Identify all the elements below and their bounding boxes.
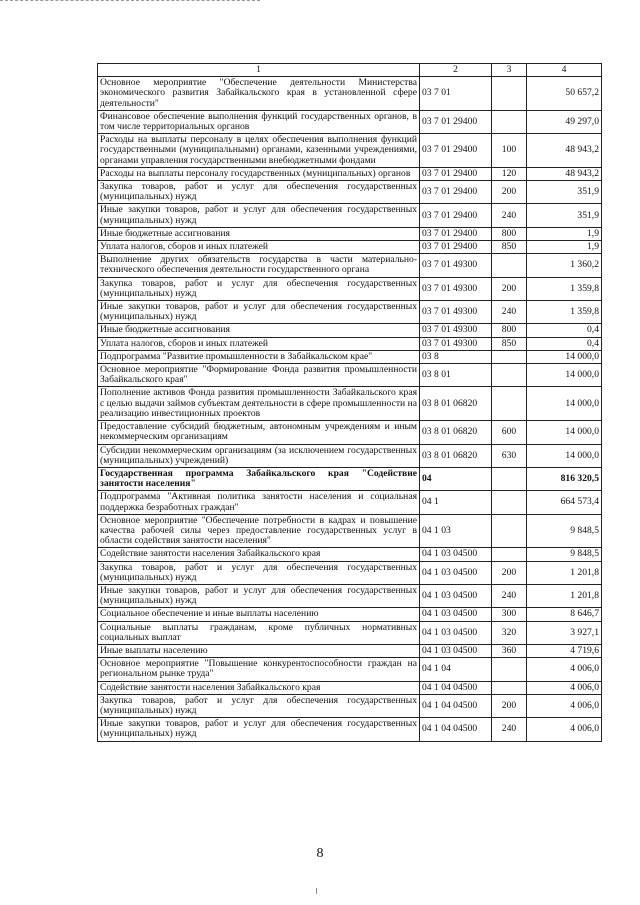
row-name-cell: Иные закупки товаров, работ и услуг для обеспечения государственных (муниципальных) нужд [98, 204, 420, 227]
row-expense-type-cell: 200 [492, 277, 527, 300]
table-row [98, 658, 602, 681]
table-row [98, 644, 602, 657]
row-code-cell: 03 7 01 29400 [420, 204, 492, 227]
row-expense-type-cell: 240 [492, 204, 527, 227]
row-amount-cell: 14 000,0 [527, 444, 602, 467]
table-row [98, 254, 602, 277]
table-row [98, 227, 602, 240]
row-expense-type-cell: 120 [492, 167, 527, 180]
row-expense-type-cell [492, 681, 527, 694]
row-name-cell: Выполнение других обязательств государства в части материально-технического обеспечения деятельности государственного органа [98, 254, 420, 277]
row-expense-type-cell [492, 467, 527, 490]
row-code-cell: 04 [420, 467, 492, 490]
table-row [98, 444, 602, 467]
table-row [98, 681, 602, 694]
table-row [98, 421, 602, 444]
row-amount-cell: 1 201,8 [527, 584, 602, 607]
scan-edge-marks [0, 0, 260, 9]
row-code-cell: 03 7 01 29400 [420, 227, 492, 240]
table-row [98, 277, 602, 300]
header-cell-name: 1 [98, 64, 420, 77]
row-code-cell: 03 7 01 49300 [420, 337, 492, 350]
table-row [98, 204, 602, 227]
row-name-cell: Предоставление субсидий бюджетным, автономным учреждениям и иным некоммерческим организациям [98, 421, 420, 444]
table-row [98, 337, 602, 350]
table-row [98, 514, 602, 548]
row-amount-cell: 4 006,0 [527, 694, 602, 717]
table-row [98, 301, 602, 324]
row-amount-cell: 351,9 [527, 204, 602, 227]
row-expense-type-cell [492, 254, 527, 277]
row-name-cell: Пополнение активов Фонда развития промышленности Забайкальского края с целью выдачи займов субъектам деятельности в сфере промышленности на реализацию инвестиционных проектов [98, 387, 420, 421]
row-expense-type-cell [492, 658, 527, 681]
row-name-cell: Социальное обеспечение и иные выплаты населению [98, 608, 420, 621]
row-name-cell: Иные выплаты населению [98, 644, 420, 657]
table-row [98, 110, 602, 133]
row-amount-cell: 1 359,8 [527, 277, 602, 300]
row-code-cell: 03 8 01 06820 [420, 421, 492, 444]
row-code-cell: 03 7 01 29400 [420, 134, 492, 168]
scan-mark [316, 888, 317, 894]
row-code-cell: 03 7 01 [420, 77, 492, 111]
row-name-cell: Содействие занятости населения Забайкальского края [98, 681, 420, 694]
row-amount-cell: 0,4 [527, 337, 602, 350]
table-row [98, 134, 602, 168]
row-expense-type-cell: 850 [492, 337, 527, 350]
row-code-cell: 04 1 03 04500 [420, 584, 492, 607]
row-name-cell: Основное мероприятие "Обеспечение потребности в кадрах и повышение качества рабочей силы через предоставление государственных услуг в области содействия занятости населения" [98, 514, 420, 548]
row-amount-cell: 48 943,2 [527, 167, 602, 180]
table-row [98, 387, 602, 421]
row-expense-type-cell: 240 [492, 584, 527, 607]
row-amount-cell: 0,4 [527, 324, 602, 337]
table-row [98, 694, 602, 717]
row-code-cell: 04 1 04 04500 [420, 694, 492, 717]
header-cell-amount: 4 [527, 64, 602, 77]
row-code-cell: 03 7 01 29400 [420, 241, 492, 254]
row-code-cell: 03 7 01 29400 [420, 181, 492, 204]
row-code-cell: 04 1 03 [420, 514, 492, 548]
row-expense-type-cell [492, 491, 527, 514]
table-row [98, 77, 602, 111]
table-row [98, 467, 602, 490]
row-name-cell: Закупка товаров, работ и услуг для обеспечения государственных (муниципальных) нужд [98, 181, 420, 204]
row-name-cell: Подпрограмма "Развитие промышленности в Забайкальском крае" [98, 350, 420, 363]
row-code-cell: 04 1 [420, 491, 492, 514]
row-expense-type-cell [492, 387, 527, 421]
row-code-cell: 04 1 03 04500 [420, 548, 492, 561]
table-row [98, 718, 602, 741]
table-row [98, 167, 602, 180]
row-name-cell: Государственная программа Забайкальского края "Содействие занятости населения" [98, 467, 420, 490]
row-expense-type-cell: 850 [492, 241, 527, 254]
row-expense-type-cell: 360 [492, 644, 527, 657]
row-amount-cell: 50 657,2 [527, 77, 602, 111]
row-amount-cell: 4 719,6 [527, 644, 602, 657]
table-header-row [98, 64, 602, 77]
row-amount-cell: 4 006,0 [527, 718, 602, 741]
row-amount-cell: 14 000,0 [527, 421, 602, 444]
row-name-cell: Закупка товаров, работ и услуг для обеспечения государственных (муниципальных) нужд [98, 694, 420, 717]
row-amount-cell: 1 360,2 [527, 254, 602, 277]
row-amount-cell: 49 297,0 [527, 110, 602, 133]
row-name-cell: Уплата налогов, сборов и иных платежей [98, 337, 420, 350]
row-expense-type-cell: 800 [492, 324, 527, 337]
row-amount-cell: 664 573,4 [527, 491, 602, 514]
budget-table [97, 63, 602, 742]
row-expense-type-cell: 200 [492, 181, 527, 204]
row-name-cell: Закупка товаров, работ и услуг для обеспечения государственных (муниципальных) нужд [98, 561, 420, 584]
row-amount-cell: 9 848,5 [527, 548, 602, 561]
table-row [98, 241, 602, 254]
row-expense-type-cell [492, 514, 527, 548]
row-name-cell: Иные закупки товаров, работ и услуг для обеспечения государственных (муниципальных) нужд [98, 584, 420, 607]
row-expense-type-cell [492, 110, 527, 133]
row-code-cell: 03 7 01 29400 [420, 110, 492, 133]
row-code-cell: 04 1 03 04500 [420, 561, 492, 584]
row-code-cell: 04 1 03 04500 [420, 608, 492, 621]
row-amount-cell: 4 006,0 [527, 681, 602, 694]
row-code-cell: 03 7 01 49300 [420, 324, 492, 337]
row-name-cell: Расходы на выплаты персоналу в целях обеспечения выполнения функций государственными (муниципальными) органами, казенными учреждениями, органами управления государственными внебюджетными фондами [98, 134, 420, 168]
row-expense-type-cell: 240 [492, 718, 527, 741]
row-expense-type-cell: 800 [492, 227, 527, 240]
table-row [98, 364, 602, 387]
row-expense-type-cell: 600 [492, 421, 527, 444]
row-amount-cell: 14 000,0 [527, 350, 602, 363]
table-row [98, 181, 602, 204]
row-code-cell: 03 8 01 06820 [420, 387, 492, 421]
row-expense-type-cell [492, 364, 527, 387]
header-cell-expense-type: 3 [492, 64, 527, 77]
row-code-cell: 03 8 01 [420, 364, 492, 387]
table-row [98, 584, 602, 607]
table-row [98, 561, 602, 584]
row-amount-cell: 8 646,7 [527, 608, 602, 621]
table-row [98, 608, 602, 621]
row-expense-type-cell [492, 77, 527, 111]
row-expense-type-cell: 630 [492, 444, 527, 467]
row-expense-type-cell: 320 [492, 621, 527, 644]
row-amount-cell: 3 927,1 [527, 621, 602, 644]
row-code-cell: 04 1 04 04500 [420, 681, 492, 694]
row-amount-cell: 1,9 [527, 227, 602, 240]
row-code-cell: 03 7 01 29400 [420, 167, 492, 180]
row-code-cell: 03 7 01 49300 [420, 301, 492, 324]
row-expense-type-cell: 200 [492, 694, 527, 717]
row-amount-cell: 1 201,8 [527, 561, 602, 584]
row-name-cell: Иные закупки товаров, работ и услуг для обеспечения государственных (муниципальных) нужд [98, 301, 420, 324]
row-code-cell: 04 1 03 04500 [420, 644, 492, 657]
row-code-cell: 03 7 01 49300 [420, 277, 492, 300]
row-expense-type-cell: 240 [492, 301, 527, 324]
row-code-cell: 03 8 01 06820 [420, 444, 492, 467]
row-amount-cell: 816 320,5 [527, 467, 602, 490]
row-code-cell: 04 1 04 04500 [420, 718, 492, 741]
table-row [98, 491, 602, 514]
row-name-cell: Уплата налогов, сборов и иных платежей [98, 241, 420, 254]
table-row [98, 621, 602, 644]
row-name-cell: Подпрограмма "Активная политика занятости населения и социальная поддержка безработных граждан" [98, 491, 420, 514]
row-name-cell: Иные бюджетные ассигнования [98, 227, 420, 240]
header-cell-code: 2 [420, 64, 492, 77]
page-number: 8 [316, 846, 324, 861]
row-name-cell: Основное мероприятие "Формирование Фонда развития промышленности Забайкальского края" [98, 364, 420, 387]
row-amount-cell: 4 006,0 [527, 658, 602, 681]
row-name-cell: Основное мероприятие "Повышение конкурентоспособности граждан на региональном рынке труда" [98, 658, 420, 681]
row-code-cell: 03 8 [420, 350, 492, 363]
row-name-cell: Закупка товаров, работ и услуг для обеспечения государственных (муниципальных) нужд [98, 277, 420, 300]
row-name-cell: Содействие занятости населения Забайкальского края [98, 548, 420, 561]
row-name-cell: Субсидии некоммерческим организациям (за исключением государственных (муниципальных) учреждений) [98, 444, 420, 467]
row-expense-type-cell [492, 350, 527, 363]
row-name-cell: Иные бюджетные ассигнования [98, 324, 420, 337]
row-expense-type-cell [492, 548, 527, 561]
row-name-cell: Социальные выплаты гражданам, кроме публичных нормативных социальных выплат [98, 621, 420, 644]
table-row [98, 548, 602, 561]
row-amount-cell: 48 943,2 [527, 134, 602, 168]
row-amount-cell: 9 848,5 [527, 514, 602, 548]
row-expense-type-cell: 200 [492, 561, 527, 584]
row-name-cell: Расходы на выплаты персоналу государственных (муниципальных) органов [98, 167, 420, 180]
row-code-cell: 04 1 04 [420, 658, 492, 681]
row-expense-type-cell: 100 [492, 134, 527, 168]
row-name-cell: Иные закупки товаров, работ и услуг для обеспечения государственных (муниципальных) нужд [98, 718, 420, 741]
row-code-cell: 04 1 03 04500 [420, 621, 492, 644]
row-name-cell: Финансовое обеспечение выполнения функций государственных органов, в том числе территориальных органов [98, 110, 420, 133]
table-row [98, 350, 602, 363]
row-amount-cell: 1 359,8 [527, 301, 602, 324]
row-amount-cell: 14 000,0 [527, 387, 602, 421]
row-amount-cell: 1,9 [527, 241, 602, 254]
row-amount-cell: 351,9 [527, 181, 602, 204]
table-row [98, 324, 602, 337]
row-code-cell: 03 7 01 49300 [420, 254, 492, 277]
row-name-cell: Основное мероприятие "Обеспечение деятельности Министерства экономического развития Забайкальского края в установленной сфере деятельности" [98, 77, 420, 111]
row-amount-cell: 14 000,0 [527, 364, 602, 387]
row-expense-type-cell: 300 [492, 608, 527, 621]
